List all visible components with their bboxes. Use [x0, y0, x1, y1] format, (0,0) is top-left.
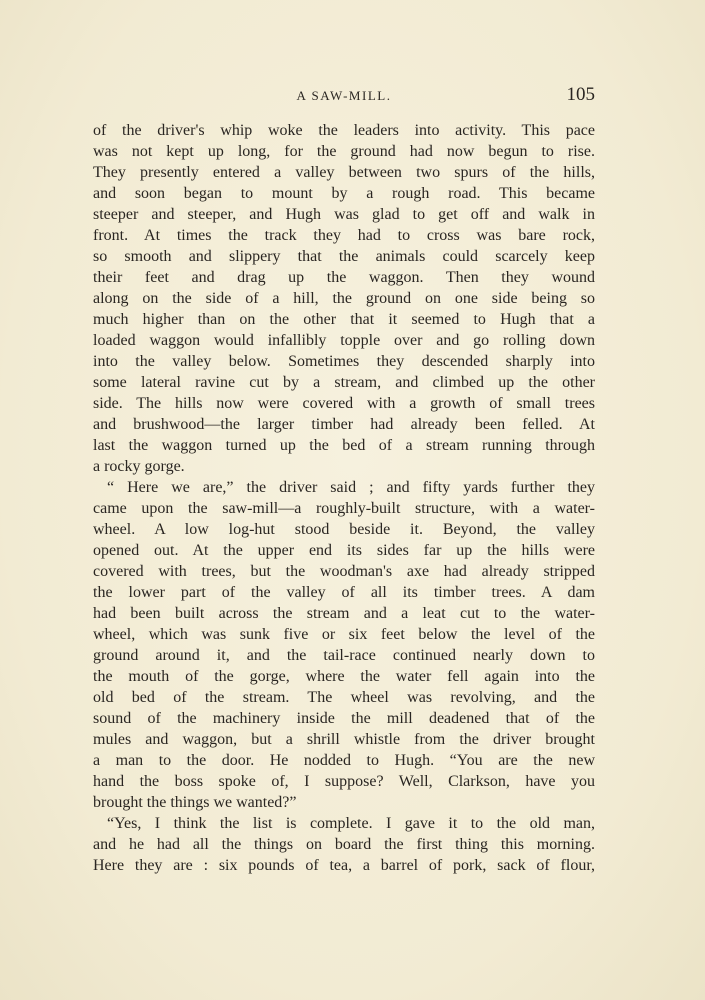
text-line: ground around it, and the tail-race continued nearly down to: [93, 647, 595, 664]
body-text: [93, 120, 595, 876]
text-line: loaded waggon would infallibly topple over and go rolling down: [93, 332, 595, 349]
text-line: They presently entered a valley between two spurs of the hills,: [93, 164, 595, 181]
text-line: and soon began to mount by a rough road. This became: [93, 185, 595, 202]
text-line: hand the boss spoke of, I suppose? Well, Clarkson, have you: [93, 773, 595, 790]
paragraph-end-line: brought the things we wanted?”: [93, 794, 297, 811]
text-line: came upon the saw-mill—a roughly-built structure, with a water-: [93, 500, 595, 517]
text-line: much higher than on the other that it seemed to Hugh that a: [93, 311, 595, 328]
text-line: steeper and steeper, and Hugh was glad to get off and walk in: [93, 206, 595, 223]
text-line: the lower part of the valley of all its timber trees. A dam: [93, 584, 595, 601]
running-title: A SAW-MILL.: [296, 88, 392, 103]
text-line: the mouth of the gorge, where the water fell again into the: [93, 668, 595, 685]
text-line: a man to the door. He nodded to Hugh. “You are the new: [93, 752, 595, 769]
text-line: of the driver's whip woke the leaders into activity. This pace: [93, 122, 595, 139]
paragraph-start-line: “Yes, I think the list is complete. I gave it to the old man,: [107, 815, 595, 832]
page-number: 105: [566, 84, 595, 105]
running-head: [93, 84, 595, 108]
text-line: wheel, which was sunk five or six feet below the level of the: [93, 626, 595, 643]
text-line: was not kept up long, for the ground had now begun to rise.: [93, 143, 595, 160]
text-line: and brushwood—the larger timber had already been felled. At: [93, 416, 595, 433]
text-line: so smooth and slippery that the animals could scarcely keep: [93, 248, 595, 265]
text-line: Here they are : six pounds of tea, a barrel of pork, sack of flour,: [93, 857, 595, 874]
text-line: and he had all the things on board the first thing this morning.: [93, 836, 595, 853]
text-line: sound of the machinery inside the mill deadened that of the: [93, 710, 595, 727]
text-line: last the waggon turned up the bed of a stream running through: [93, 437, 595, 454]
text-line: old bed of the stream. The wheel was revolving, and the: [93, 689, 595, 706]
text-line: their feet and drag up the waggon. Then they wound: [93, 269, 595, 286]
text-line: wheel. A low log-hut stood beside it. Beyond, the valley: [93, 521, 595, 538]
text-line: covered with trees, but the woodman's axe had already stripped: [93, 563, 595, 580]
text-line: opened out. At the upper end its sides far up the hills were: [93, 542, 595, 559]
text-line: mules and waggon, but a shrill whistle from the driver brought: [93, 731, 595, 748]
text-line: into the valley below. Sometimes they descended sharply into: [93, 353, 595, 370]
text-line: along on the side of a hill, the ground on one side being so: [93, 290, 595, 307]
paragraph-start-line: “ Here we are,” the driver said ; and fifty yards further they: [107, 479, 595, 496]
text-line: side. The hills now were covered with a growth of small trees: [93, 395, 595, 412]
paragraph-end-line: a rocky gorge.: [93, 458, 185, 475]
text-line: some lateral ravine cut by a stream, and climbed up the other: [93, 374, 595, 391]
text-line: front. At times the track they had to cross was bare rock,: [93, 227, 595, 244]
text-line: had been built across the stream and a leat cut to the water-: [93, 605, 595, 622]
